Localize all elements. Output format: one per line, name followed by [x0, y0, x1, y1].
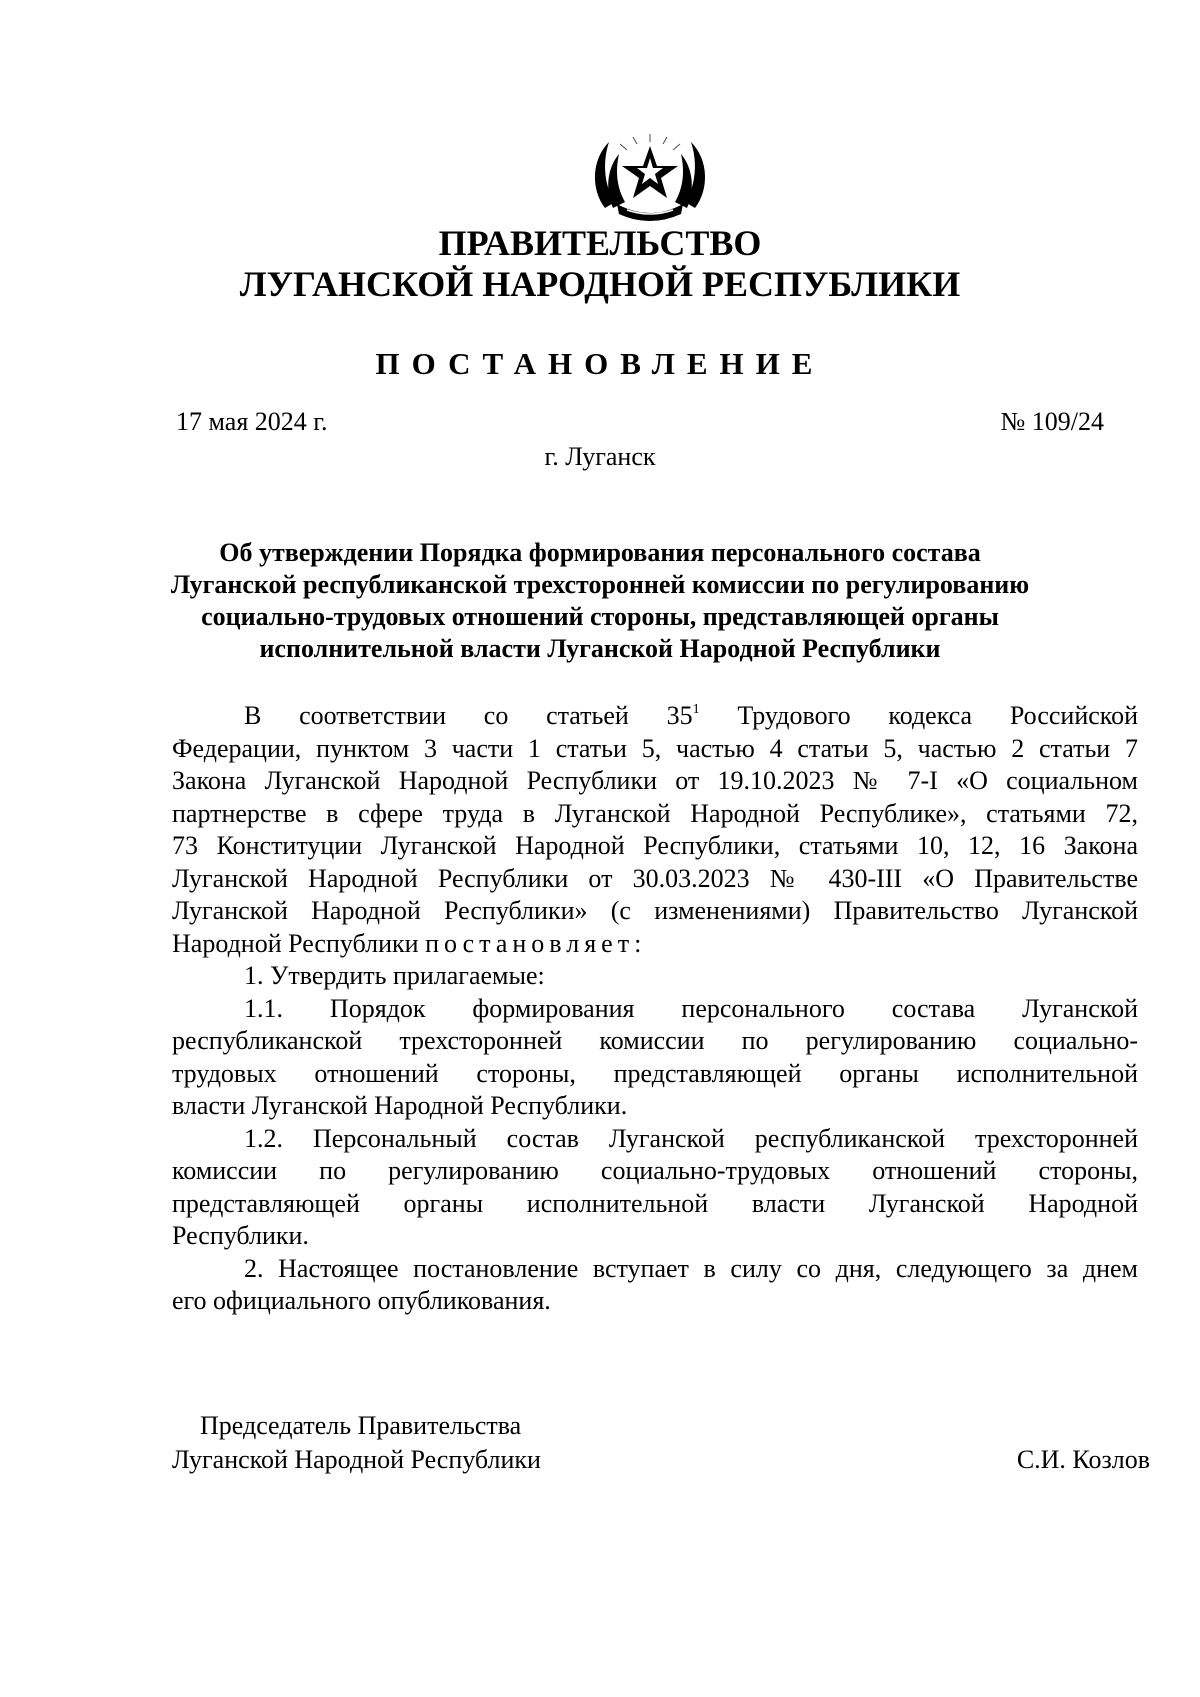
document-date: 17 мая 2024 г. — [176, 407, 328, 436]
item-1-1-line: власти Луганской Народной Республики. — [172, 1091, 628, 1120]
signatory-name: С.И. Козлов — [1016, 1445, 1150, 1474]
body-line: партнерстве в сфере труда в Луганской Народной Республике», статьями 72, — [172, 798, 1138, 828]
item-1-1-line: 1.1. Порядок формирования персонального состава Луганской — [244, 993, 1138, 1023]
body-line — [172, 700, 1138, 733]
title-line: исполнительной власти Луганской Народной Республики — [259, 634, 941, 663]
document-type-heading: ПОСТАНОВЛЕНИЕ — [375, 346, 825, 381]
item-1-1-line: трудовых отношений стороны, представляющей органы исполнительной — [172, 1058, 1138, 1088]
item-1-2-line: 1.2. Персональный состав Луганской республиканской трехсторонней — [244, 1123, 1138, 1153]
body-line: Федерации, пунктом 3 части 1 статьи 5, частью 4 статьи 5, частью 2 статьи 7 — [172, 733, 1138, 763]
item-1-2-line: Республики. — [172, 1221, 309, 1250]
body-line — [172, 928, 1138, 961]
title-line: социально-трудовых отношений стороны, представляющей органы — [201, 602, 999, 631]
body-text-segment: В соответствии со статьей 35 — [244, 701, 693, 730]
document-title — [140, 537, 1060, 665]
item-1-1-line: республиканской трехсторонней комиссии по регулированию социально- — [172, 1026, 1138, 1055]
article-superscript: 1 — [692, 702, 700, 717]
body-text-segment: Народной Республики — [172, 928, 426, 958]
item-1-2-line: комиссии по регулированию социально-трудовых отношений стороны, — [172, 1156, 1138, 1185]
resolves-word: постановляет — [425, 928, 635, 958]
document-number: № 109/24 — [1000, 407, 1104, 436]
government-name-line-1: ПРАВИТЕЛЬСТВО — [438, 223, 762, 263]
coat-of-arms-emblem — [585, 130, 715, 230]
body-line: 73 Конституции Луганской Народной Республики, статьями 10, 12, 16 Закона — [172, 831, 1138, 860]
body-text-segment: Трудового кодекса Российской — [699, 701, 1138, 730]
body-text-segment: : — [634, 928, 642, 958]
item-2-line: его официального опубликования. — [172, 1286, 551, 1315]
body-line: Луганской Народной Республики от 30.03.2023 № 430-III «О Правительстве — [172, 863, 1138, 893]
title-line: Луганской республиканской трехсторонней комиссии по регулированию — [170, 570, 1030, 599]
signatory-title-line-2: Луганской Народной Республики — [172, 1445, 541, 1474]
document-city: г. Луганск — [544, 442, 656, 471]
body-line: Закона Луганской Народной Республики от 19.10.2023 № 7-I «О социальном — [172, 766, 1138, 795]
body-line: Луганской Народной Республики» (с изменениями) Правительство Луганской — [172, 896, 1138, 925]
item-1-2-line: представляющей органы исполнительной власти Луганской Народной — [172, 1188, 1138, 1218]
item-1: 1. Утвердить прилагаемые: — [244, 961, 545, 990]
item-2-line: 2. Настоящее постановление вступает в силу со дня, следующего за днем — [244, 1253, 1138, 1283]
title-line: Об утверждении Порядка формирования персонального состава — [219, 538, 981, 567]
government-name-line-2: ЛУГАНСКОЙ НАРОДНОЙ РЕСПУБЛИКИ — [239, 264, 961, 304]
document-body — [172, 700, 1138, 1318]
signatory-title-line-1: Председатель Правительства — [200, 1411, 522, 1440]
